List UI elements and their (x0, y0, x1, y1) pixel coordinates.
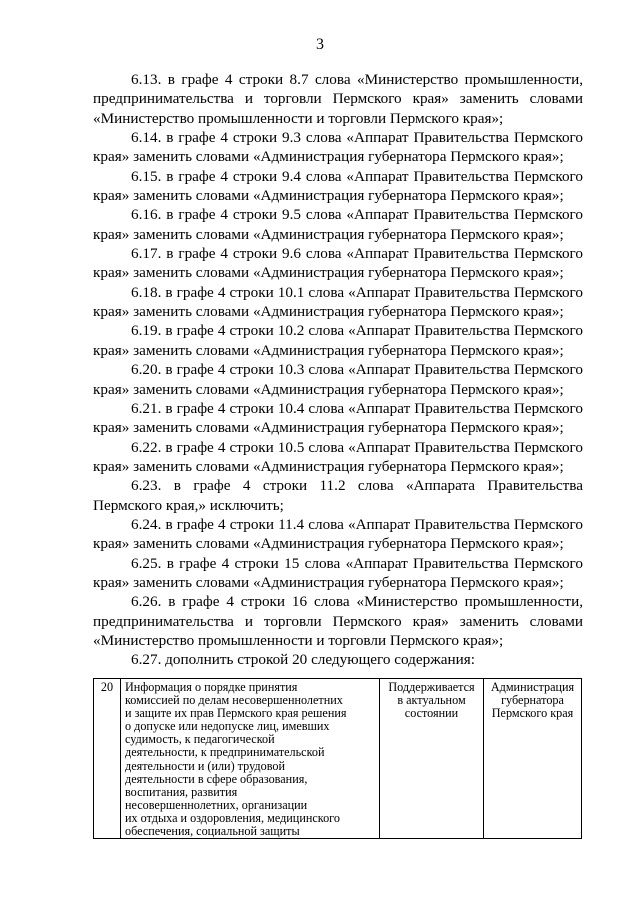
info-line: их отдыха и оздоровления, медицинского (125, 810, 340, 825)
amendment-line: края» заменить словами «Администрация губернатора Пермского края»; (93, 264, 564, 282)
amendment-line: края» заменить словами «Администрация губернатора Пермского края»; (93, 225, 564, 243)
amendment-line: края» заменить словами «Администрация губернатора Пермского края»; (93, 535, 564, 553)
amendment-line: 6.26. в графе 4 строки 16 слова «Министерство промышленности, (131, 593, 583, 611)
amendment-line: 6.20. в графе 4 строки 10.3 слова «Аппарат Правительства Пермского (131, 361, 583, 379)
amendment-line: Пермского края,» исключить; (93, 496, 284, 514)
amendment-item (93, 360, 583, 399)
amendment-item (93, 554, 583, 593)
amendment-line: края» заменить словами «Администрация губернатора Пермского края»; (93, 303, 564, 321)
info-line: деятельности в сфере образования, (125, 771, 308, 786)
amendment-line: 6.14. в графе 4 строки 9.3 слова «Аппарат Правительства Пермского (131, 129, 583, 147)
amendment-line: 6.13. в графе 4 строки 8.7 слова «Министерство промышленности, (131, 71, 583, 88)
amendment-line: края» заменить словами «Администрация губернатора Пермского края»; (93, 573, 564, 591)
amendment-line: 6.15. в графе 4 строки 9.4 слова «Аппарат Правительства Пермского (131, 167, 583, 185)
amendment-item (93, 128, 583, 167)
responsible-org-cell (484, 679, 582, 839)
amendment-line: 6.23. в графе 4 строки 11.2 слова «Аппарата Правительства (131, 477, 583, 495)
amendment-line: края» заменить словами «Администрация губернатора Пермского края»; (93, 419, 564, 437)
amendment-line: 6.17. в графе 4 строки 9.6 слова «Аппарат Правительства Пермского (131, 245, 583, 263)
status-line: в актуальном (397, 693, 466, 708)
amendment-line: края» заменить словами «Администрация губернатора Пермского края»; (93, 341, 564, 359)
amendment-line: 6.16. в графе 4 строки 9.5 слова «Аппарат Правительства Пермского (131, 206, 583, 224)
info-line: обеспечения, социальной защиты (125, 824, 300, 839)
info-line: деятельности, к предпринимательской (125, 745, 325, 760)
amendment-line: края» заменить словами «Администрация губернатора Пермского края»; (93, 187, 564, 205)
new-row-table (93, 678, 582, 839)
amendment-line: 6.25. в графе 4 строки 15 слова «Аппарат Правительства Пермского (131, 554, 583, 572)
amendment-item (93, 476, 583, 515)
amendment-item (93, 650, 583, 669)
table-row (94, 679, 582, 839)
info-line: несовершеннолетних, организации (125, 797, 308, 812)
amendment-item (93, 70, 583, 128)
amendment-item (93, 438, 583, 477)
amendment-line: 6.27. дополнить строкой 20 следующего содержания: (131, 651, 475, 669)
amendment-line: края» заменить словами «Администрация губернатора Пермского края»; (93, 380, 564, 398)
amendment-list (93, 70, 583, 670)
amendment-item (93, 205, 583, 244)
org-line: Администрация (490, 680, 575, 694)
amendment-line: 6.22. в графе 4 строки 10.5 слова «Аппарат Правительства Пермского (131, 438, 583, 456)
amendment-item (93, 321, 583, 360)
info-line: о допуске или недопуске лиц, имевших (125, 719, 330, 734)
amendment-line: края» заменить словами «Администрация губернатора Пермского края»; (93, 457, 564, 475)
status-line: Поддерживается (388, 680, 475, 694)
amendment-item (93, 244, 583, 283)
amendment-item (93, 592, 583, 650)
info-line: комиссией по делам несовершеннолетних (125, 693, 343, 708)
amendment-item (93, 399, 583, 438)
info-line: Информация о порядке принятия (125, 680, 298, 694)
info-line: воспитания, развития (125, 784, 238, 799)
info-cell (121, 679, 380, 839)
org-line: Пермского края (491, 706, 574, 721)
page-number: 3 (316, 36, 324, 53)
amendment-line: предпринимательства и торговли Пермского края» заменить словами (93, 612, 583, 630)
amendment-item (93, 167, 583, 206)
row-number-cell: 20 (94, 679, 121, 839)
status-line: состоянии (404, 706, 459, 721)
amendment-item (93, 283, 583, 322)
amendment-line: 6.18. в графе 4 строки 10.1 слова «Аппарат Правительства Пермского (131, 283, 583, 301)
org-line: губернатора (501, 693, 564, 708)
amendment-line: 6.24. в графе 4 строки 11.4 слова «Аппарат Правительства Пермского (131, 515, 583, 533)
amendment-line: края» заменить словами «Администрация губернатора Пермского края»; (93, 148, 564, 166)
amendment-line: 6.21. в графе 4 строки 10.4 слова «Аппарат Правительства Пермского (131, 399, 583, 417)
amendment-line: предпринимательства и торговли Пермского края» заменить словами (93, 90, 583, 108)
status-cell (380, 679, 484, 839)
info-line: и защите их прав Пермского края решения (125, 706, 347, 721)
info-line: судимость, к педагогической (125, 732, 275, 747)
amendment-line: «Министерство промышленности и торговли Пермского края»; (93, 631, 504, 649)
amendment-line: «Министерство промышленности и торговли Пермского края»; (93, 109, 504, 127)
info-line: деятельности и (или) трудовой (125, 758, 285, 773)
amendment-line: 6.19. в графе 4 строки 10.2 слова «Аппарат Правительства Пермского (131, 322, 583, 340)
amendment-item (93, 515, 583, 554)
